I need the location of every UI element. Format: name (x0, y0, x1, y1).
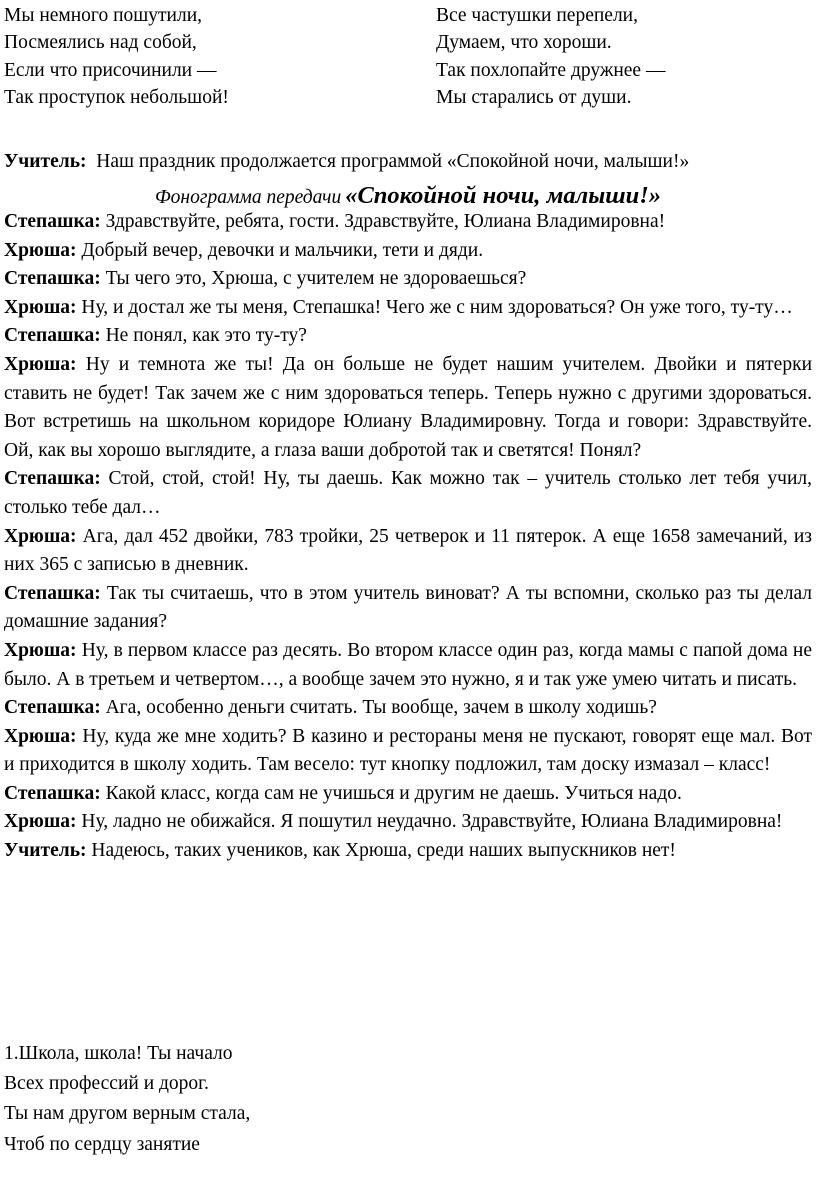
song-verse (4, 1039, 250, 1160)
dialogue-line (4, 837, 812, 866)
line-text: Какой класс, когда сам не учишься и другим не даешь. Учиться надо. (105, 782, 682, 804)
line-text: Ну, и достал же ты меня, Степашка! Чего же с ним здороваться? Он уже того, ту-ту… (81, 296, 793, 318)
dialogue-line (4, 723, 812, 780)
poem-line: Мы старались от души. (436, 87, 632, 109)
dialogue-line (4, 694, 812, 723)
poem-right-column (436, 2, 665, 112)
song-line: 1.Школа, школа! Ты начало (4, 1043, 233, 1064)
speaker-label: Степашка: (4, 782, 101, 804)
speaker-label: Хрюша: (4, 639, 77, 661)
teacher-intro (4, 148, 812, 176)
speaker-label: Степашка: (4, 468, 101, 490)
poem-left-column (4, 2, 229, 112)
speaker-label: Учитель: (4, 151, 87, 172)
song-line: Чтоб по сердцу занятие (4, 1133, 200, 1155)
line-text: Так ты считаешь, что в этом учитель виноват? А ты вспомни, сколько раз ты делал домашние задания? (4, 582, 812, 633)
dialogue-line (4, 208, 812, 237)
poem-line: Если что присочинили — (4, 59, 217, 81)
dialogue-line (4, 322, 812, 351)
line-text: Ага, дал 452 двойки, 783 тройки, 25 четверок и 11 пятерок. А еще 1658 замечаний, из них 365 с записью в дневник. (4, 525, 812, 576)
line-text: Не понял, как это ту-ту? (105, 325, 307, 347)
dialogue-line (4, 780, 812, 809)
line-text: Здравствуйте, ребята, гости. Здравствуйте, Юлиана Владимировна! (105, 211, 666, 232)
speaker-label: Хрюша: (4, 725, 77, 747)
line-text: Ну, ладно не обижайся. Я пошутил неудачно. Здравствуйте, Юлиана Владимировна! (81, 811, 783, 833)
speaker-label: Хрюша: (4, 353, 77, 375)
speaker-label: Степашка: (4, 697, 101, 719)
line-text: Ага, особенно деньги считать. Ты вообще, зачем в школу ходишь? (105, 697, 657, 719)
speaker-label: Хрюша: (4, 239, 77, 261)
dialogue-line (4, 294, 812, 323)
poem-line: Посмеялись над собой, (4, 32, 197, 54)
poem-line: Все частушки перепели, (436, 5, 638, 26)
dialogue-line (4, 265, 812, 294)
dialogue-line (4, 351, 812, 465)
poem-line: Мы немного пошутили, (4, 5, 203, 26)
dialogue-line (4, 237, 812, 266)
poem-line: Думаем, что хороши. (436, 32, 612, 54)
speaker-label: Хрюша: (4, 811, 77, 833)
line-text: Ну, в первом классе раз десять. Во втором классе один раз, когда мамы с папой дома не было. А в третьем и четвертом…, а вообще зачем это нужно, я и так уже умею читать и писать. (4, 639, 813, 690)
phonogram-prefix: Фонограмма передачи (154, 187, 342, 208)
speaker-label: Хрюша: (4, 525, 77, 547)
dialogue-line (4, 465, 812, 522)
line-text: Надеюсь, таких учеников, как Хрюша, среди наших выпускников нет! (91, 840, 676, 862)
speaker-label: Степашка: (4, 268, 101, 290)
dialogue-line (4, 523, 812, 580)
phonogram-title: «Спокойной ночи, малыши!» (345, 182, 662, 209)
poem-line: Так похлопайте дружнее — (436, 59, 666, 81)
song-line: Всех профессий и дорог. (4, 1073, 209, 1095)
line-text: Ты чего это, Хрюша, с учителем не здороваешься? (105, 268, 527, 290)
line-text: Ну, куда же мне ходить? В казино и рестораны меня не пускают, говорят еще мал. Вот и приходится в школу ходить. Там весело: тут кнопку подложил, там доску измазал – класс! (4, 725, 813, 776)
speaker-label: Степашка: (4, 582, 101, 604)
dialogue (4, 208, 812, 866)
speaker-label: Степашка: (4, 211, 101, 232)
speaker-label: Степашка: (4, 325, 101, 347)
line-text: Наш праздник продолжается программой «Спокойной ночи, малыши!» (96, 151, 690, 172)
line-text: Стой, стой, стой! Ну, ты даешь. Как можно так – учитель столько лет тебя учил, столько тебе дал… (4, 468, 813, 518)
line-text: Ну и темнота же ты! Да он больше не будет нашим учителем. Двойки и пятерки ставить не будет! Так зачем же с ним здороваться теперь. Теперь нужно с другими здороваться. Вот встретишь на школьном коридоре Юлиану Владимировну. Тогда и говори: Здравствуйте. Ой, как вы хорошо выглядите, а глаза ваши добротой так и светятся! Понял? (4, 353, 812, 461)
speaker-label: Хрюша: (4, 296, 77, 318)
dialogue-line (4, 637, 812, 694)
poem-line: Так проступок небольшой! (4, 87, 229, 109)
song-line: Ты нам другом верным стала, (4, 1103, 251, 1125)
dialogue-line (4, 580, 812, 637)
dialogue-line (4, 808, 812, 837)
line-text: Добрый вечер, девочки и мальчики, тети и дяди. (81, 239, 484, 261)
speaker-label: Учитель: (4, 840, 87, 862)
